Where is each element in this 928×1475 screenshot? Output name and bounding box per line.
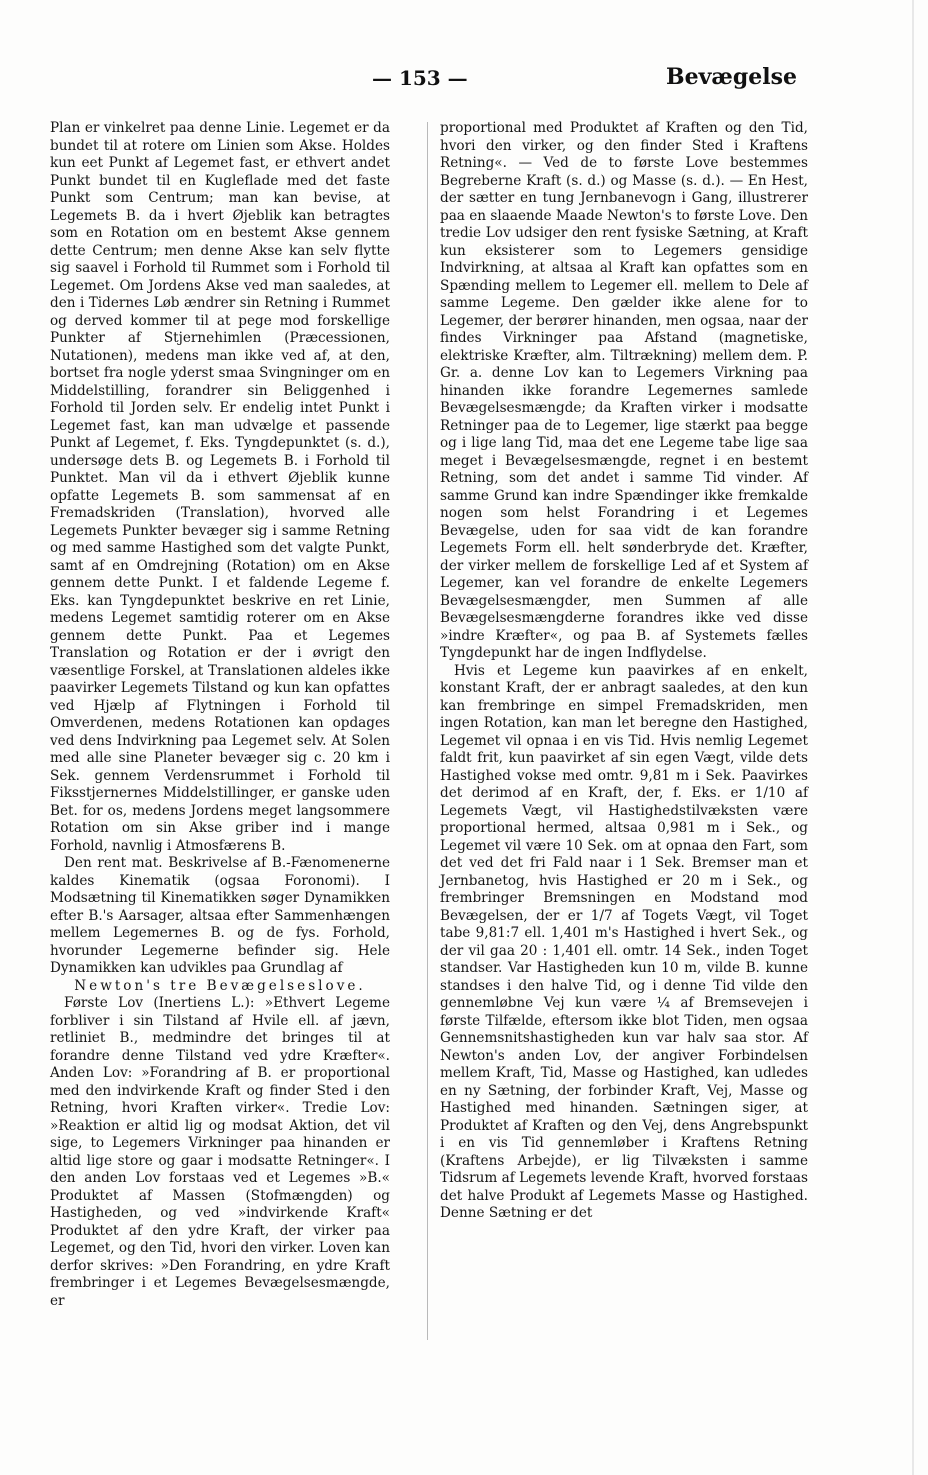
paragraph: Plan er vinkelret paa denne Linie. Legemet er da bundet til at rotere om Linien som Akse. Holdes kun eet Punkt af Legemet fast, er ethvert andet Punkt bundet til en Kugleflade med det faste Punkt som Centrum; man kan bevise, at Legemets B. da i hvert Øjeblik kan betragtes som en Rotation om en bestemt Akse gennem dette Centrum; men denne Akse kan selv flytte sig saavel i Forhold til Rummet som i Forhold til Legemet. Om Jordens Akse ved man saaledes, at den i Tidernes Løb ændrer sin Retning i Rummet og derved kommer til at pege mod forskellige Punkter af Stjernehimlen (Præcessionen, Nutationen), medens man ikke ved af, at den, bortset fra nogle yderst smaa Svingninger om en Middelstilling, forandrer sin Beliggenhed i Forhold til Jorden selv. Er endelig intet Punkt i Legemet fast, kan man udvælge et passende Punkt af Legemet, f. Eks. Tyngdepunktet (s. d.), undersøge dets B. og Legemets B. i Forhold til Punktet. Man vil da i ethvert Øjeblik kunne opfatte Legemets B. som sammensat af en Fremadskriden (Translation), hvorved alle Legemets Punkter bevæger sig i samme Retning og med samme Hastighed som det valgte Punkt, samt af en Omdrejning (Rotation) om en Akse gennem dette Punkt. I et faldende Legeme f. Eks. kan Tyngdepunktet beskrive en ret Linie, medens Legemet samtidig roterer om en Akse gennem dette Punkt. Paa et Legemes Translation og Rotation er der i øvrigt den væsentlige Forskel, at Translationen aldeles ikke paavirker Legemets Tilstand og kun kan opfattes ved Hjælp af Flytningen i Forhold til Omverdenen, medens Rotationen kan opdages ved dens Indvirkning paa Legemet selv. At Solen med alle sine Planeter bevæger sig c. 20 km i Sek. gennem Verdensrummet i Forhold til Fiksstjernernes Middelstillinger, er ganske uden Bet. for os, medens Jordens meget langsommere Rotation om sin Akse griber ind i mange Forhold, navnlig i Atmosfærens B. [50,120,390,854]
page-edge [912,0,914,1475]
page-number: — 153 — [372,66,468,90]
column-divider [427,122,428,1340]
right-column [440,120,808,1223]
running-head: Bevægelse [666,64,797,90]
left-column [50,120,390,1310]
paragraph: Hvis et Legeme kun paavirkes af en enkelt, konstant Kraft, der er anbragt saaledes, at den kun kan frembringe en simpel Fremadskriden, men ingen Rotation, kan man let beregne den Hastighed, Legemet vil opnaa i en vis Tid. Hvis nemlig Legemet faldt frit, kun paavirket af sin egen Vægt, vilde dets Hastighed vokse med omtr. 9,81 m i Sek. Paavirkes det derimod af en Kraft, der, f. Eks. er 1/10 af Legemets Vægt, vil Hastighedstilvæksten være proportional hermed, altsaa 0,981 m i Sek., og Legemet vil være 10 Sek. om at opnaa den Fart, som det ved det fri Fald naar i 1 Sek. Bremser man et Jernbanetog, hvis Hastighed er 20 m i Sek., og frembringer Bremsningen en Modstand mod Bevægelsen, der er 1/7 af Togets Vægt, vil Toget tabe 9,81:7 ell. 1,401 m's Hastighed i hvert Sek., og der vil gaa 20 : 1,401 ell. omtr. 14 Sek., inden Toget standser. Var Hastigheden kun 10 m, vilde B. kunne standses i den halve Tid, og i denne Tid vilde den gennemløbne Vej kun være ¼ af Bremsevejen i første Tilfælde, eftersom ikke blot Tiden, men ogsaa Gennemsnitshastigheden kun var halv saa stor. Af Newton's anden Lov, der angiver Forbindelsen mellem Kraft, Tid, Masse og Hastighed, kan udledes en ny Sætning, der forbinder Kraft, Vej, Masse og Hastighed med hinanden. Sætningen siger, at Produktet af Kraften og den Vej, dens Angrebspunkt i en vis Tid gennemløber i Kraftens Retning (Kraftens Arbejde), er lig Tilvæksten i samme Tidsrum af Legemets levende Kraft, hvorved forstaas det halve Produkt af Legemets Masse og Hastighed. Denne Sætning er det [440,662,808,1221]
page-header [0,66,928,100]
paragraph: proportional med Produktet af Kraften og den Tid, hvori den virker, og den finder Sted i Kraftens Retning«. — Ved de to første Love bestemmes Begreberne Kraft (s. d.) og Masse (s. d.). — En Hest, der sætter en tung Jernbanevogn i Gang, illustrerer paa en slaaende Maade Newton's to første Love. Den tredie Lov udsiger den rent fysiske Sætning, at Kraft kun eksisterer som to Legemers gensidige Indvirkning, at altsaa al Kraft kan opfattes som en Spænding mellem to Legemer ell. mellem to Dele af samme Legeme. Den gælder ikke alene for to Legemer, der berører hinanden, men ogsaa, naar der findes Virkninger paa Afstand (magnetiske, elektriske Kræfter, alm. Tiltrækning) mellem dem. P. Gr. a. denne Lov kan to Legemers Virkning paa hinanden ikke forandre Legemernes samlede Bevægelsesmængde; da Kraften virker i modsatte Retninger paa de to Legemer, lige stærkt paa begge og i lige lang Tid, maa det ene Legeme tabe lige saa meget i Bevægelsesmængde, regnet i en bestemt Retning, som det andet i samme Tid vinder. Af samme Grund kan indre Spændinger ikke fremkalde nogen som helst Forandring i et Legemes Bevægelse, uden for saa vidt de kan forandre Legemets Form ell. helt sønderbryde det. Kræfter, der virker mellem de forskellige Led af et System af Legemer, kan vel forandre de enkelte Legemers Bevægelsesmængder, men Summen af alle Bevægelsesmængderne forandres ikke ved disse »indre Kræfter«, og paa B. af Systemets fælles Tyngdepunkt har de ingen Indflydelse. [440,120,808,661]
section-heading: Newton's tre Bevægelseslove. [74,977,366,994]
paragraph: Den rent mat. Beskrivelse af B.-Fænomenerne kaldes Kinematik (ogsaa Foronomi). I Modsætning til Kinematikken søger Dynamikken efter B.'s Aarsager, altsaa efter Sammenhængen mellem Legemernes B. og de fys. Forhold, hvorunder Legemerne befinder sig. Hele Dynamikken kan udvikles paa Grundlag af [50,855,390,976]
paragraph: Første Lov (Inertiens L.): »Ethvert Legeme forbliver i sin Tilstand af Hvile ell. af jævn, retliniet B., medmindre det bringes til at forandre denne Tilstand ved ydre Kræfter«. Anden Lov: »Forandring af B. er proportional med den indvirkende Kraft og finder Sted i den Retning, hvori Kraften virker«. Tredie Lov: »Reaktion er altid lig og modsat Aktion, det vil sige, to Legemers Virkninger paa hinanden er altid lige store og gaar i modsatte Retninger«. I den anden Lov forstaas ved et Legemes »B.« Produktet af Massen (Stofmængden) og Hastigheden, og ved »indvirkende Kraft« Produktet af den ydre Kraft, der virker paa Legemet, og den Tid, hvori den virker. Loven kan derfor skrives: »Den Forandring, en ydre Kraft frembringer i et Legemes Bevægelsesmængde, er [50,995,390,1309]
